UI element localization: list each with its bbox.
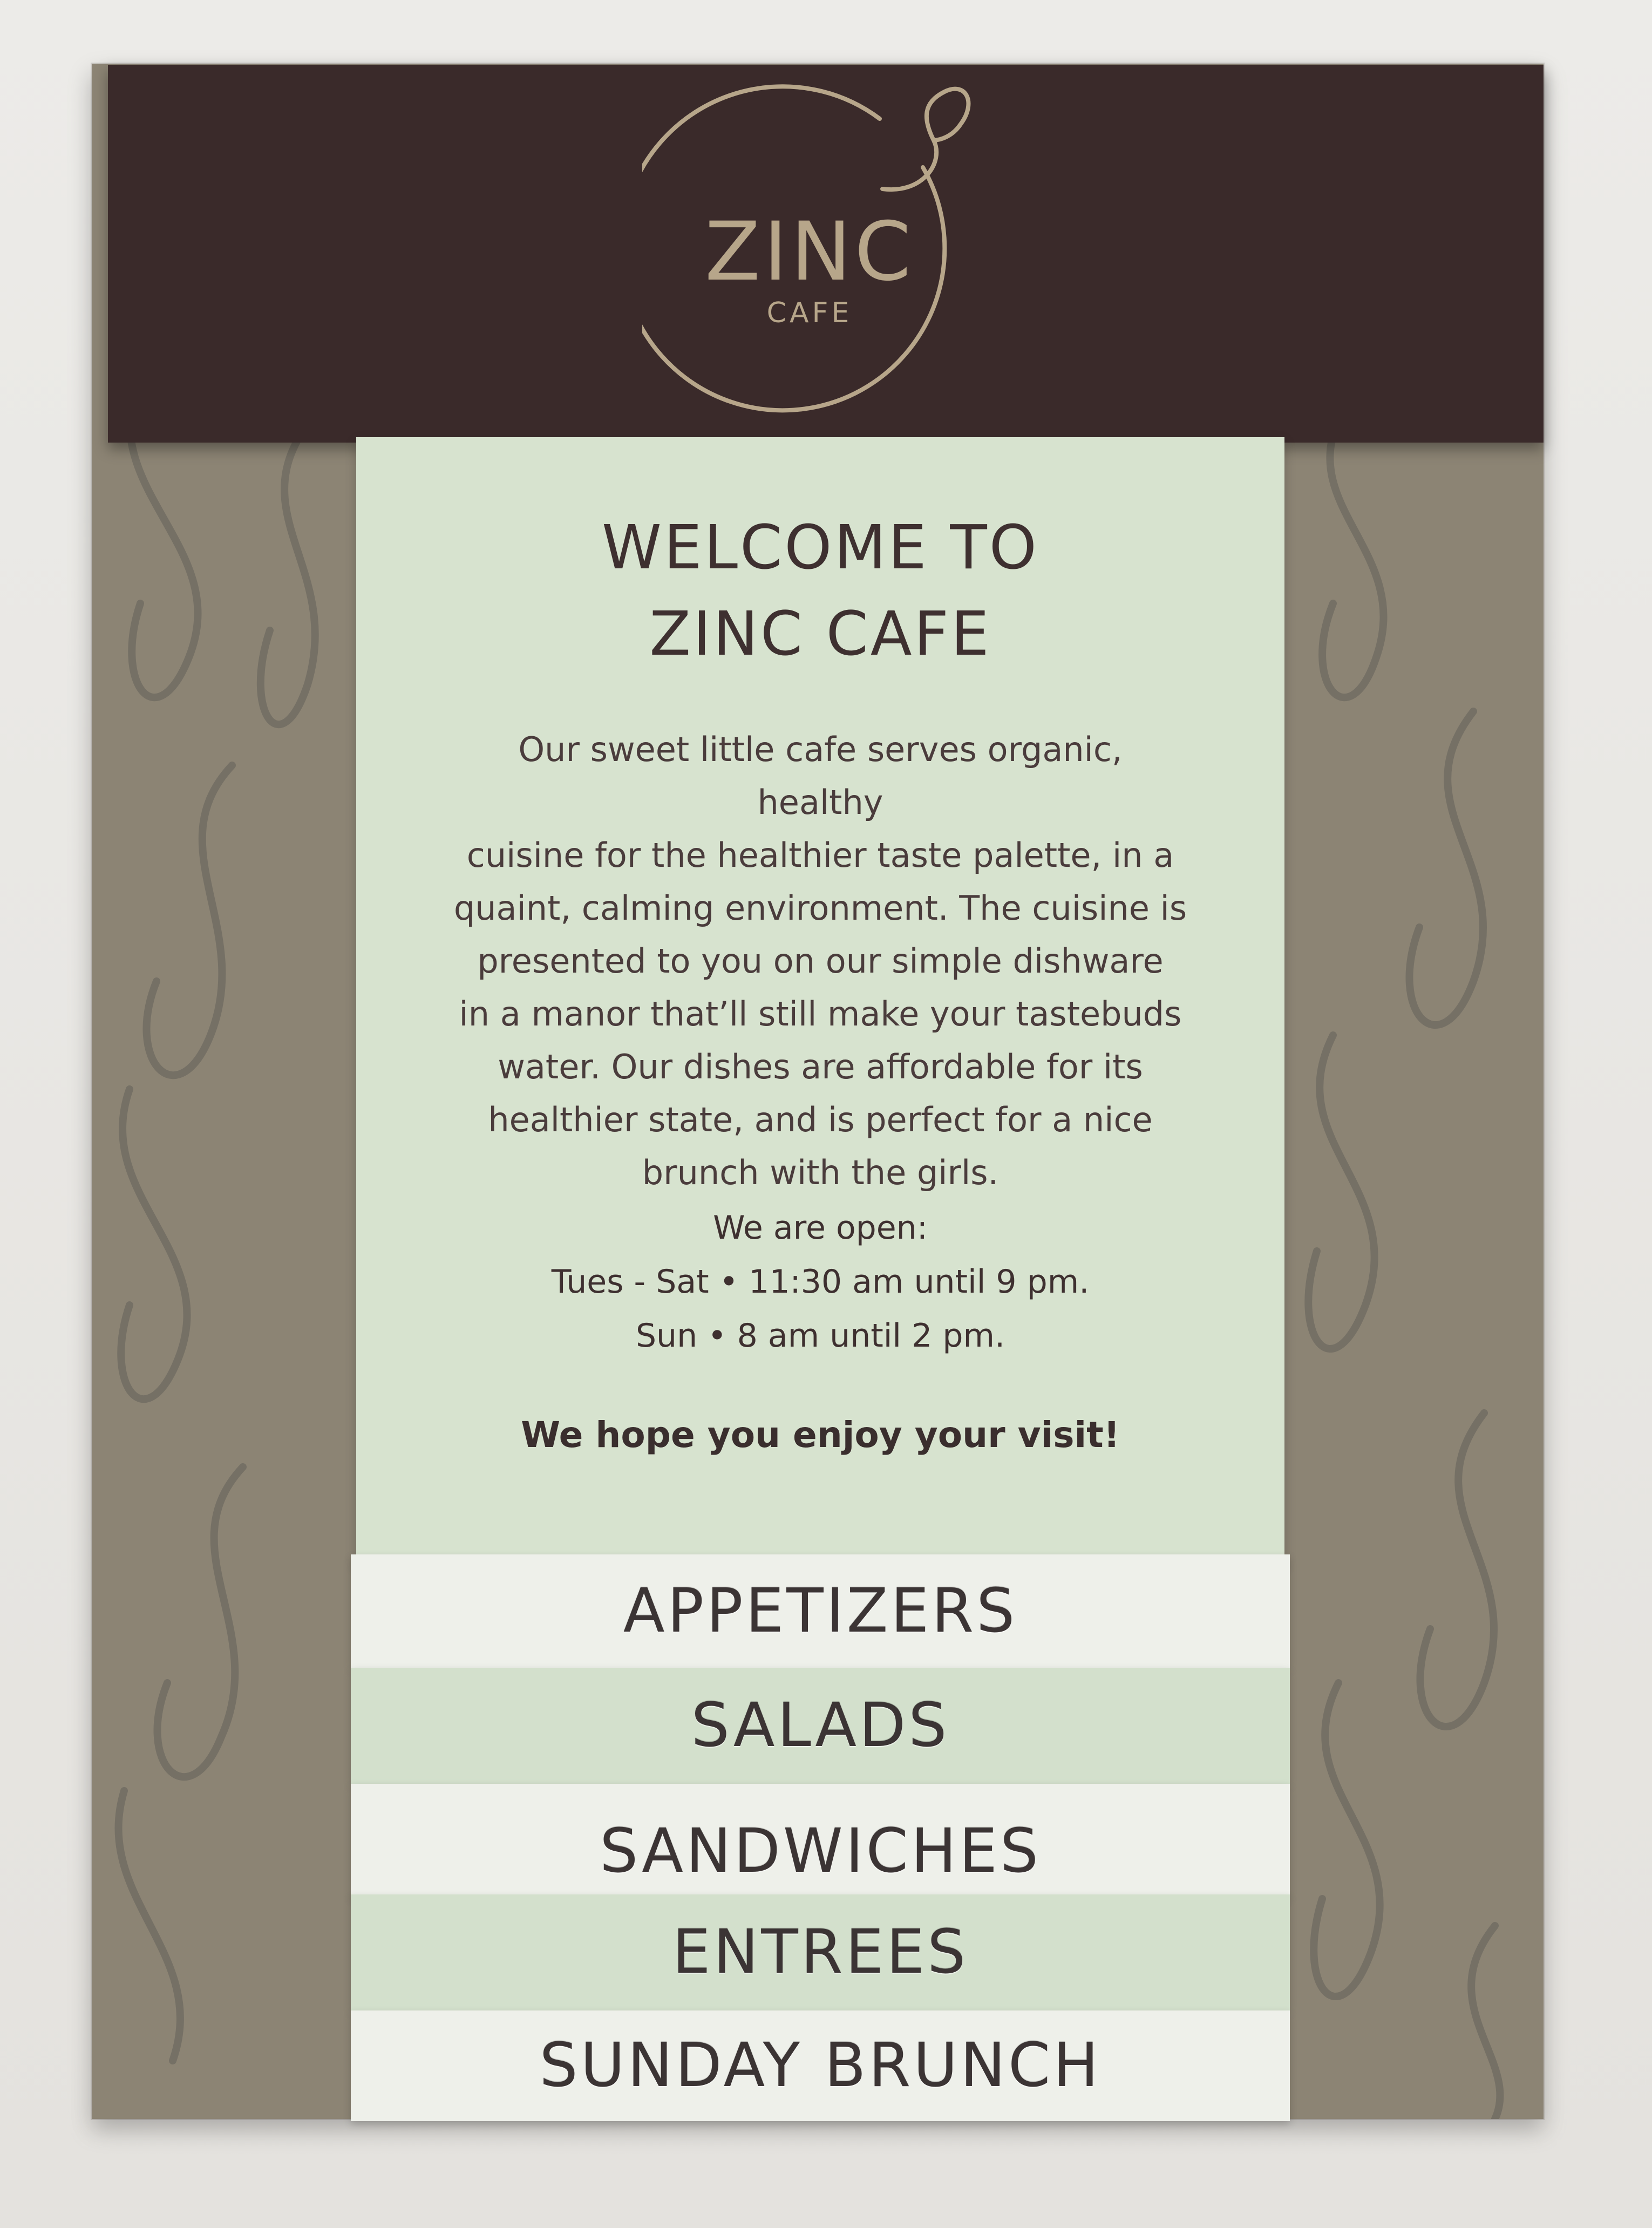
welcome-title-line1: WELCOME TO xyxy=(602,513,1039,583)
welcome-card xyxy=(356,437,1284,1565)
hours-heading: We are open: xyxy=(713,1209,928,1247)
description-line: Our sweet little cafe serves organic, healthy xyxy=(518,730,1123,822)
welcome-description xyxy=(453,723,1187,1199)
tab-entrees[interactable] xyxy=(351,1894,1290,2010)
description-line: healthier state, and is perfect for a nice xyxy=(488,1100,1153,1139)
tab-sunday-brunch-label: SUNDAY BRUNCH xyxy=(539,2030,1102,2101)
logo-wordmark: ZINC xyxy=(705,205,914,299)
tab-appetizers-label: APPETIZERS xyxy=(623,1576,1018,1646)
tab-appetizers[interactable] xyxy=(351,1554,1290,1668)
tab-sunday-brunch[interactable] xyxy=(351,2010,1290,2121)
description-line: presented to you on our simple dishware xyxy=(477,941,1164,981)
welcome-title-line2: ZINC CAFE xyxy=(649,599,991,669)
hours-weekday: Tues - Sat • 11:30 am until 9 pm. xyxy=(551,1263,1090,1301)
description-line: water. Our dishes are affordable for its xyxy=(498,1047,1143,1086)
closing-message: We hope you enjoy your visit! xyxy=(521,1414,1120,1456)
logo-subtitle: CAFE xyxy=(766,297,853,329)
zinc-cafe-logo xyxy=(642,81,1020,426)
tab-entrees-label: ENTREES xyxy=(672,1917,969,1987)
tab-sandwiches-label: SANDWICHES xyxy=(600,1816,1041,1886)
tab-salads[interactable] xyxy=(351,1668,1290,1784)
tab-sandwiches[interactable] xyxy=(351,1784,1290,1897)
tab-salads-label: SALADS xyxy=(691,1690,950,1761)
description-line: quaint, calming environment. The cuisine is xyxy=(453,888,1187,928)
description-line: in a manor that’ll still make your tastebuds xyxy=(459,994,1182,1034)
description-line: cuisine for the healthier taste palette, in a xyxy=(466,835,1174,875)
description-line: brunch with the girls. xyxy=(642,1153,999,1192)
hours-sunday: Sun • 8 am until 2 pm. xyxy=(635,1317,1005,1355)
